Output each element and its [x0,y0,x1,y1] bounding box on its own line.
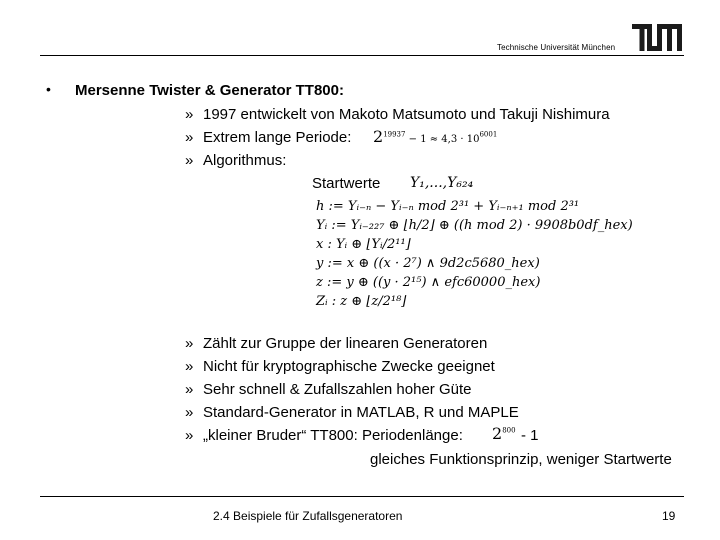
list-item-text: Sehr schnell & Zufallszahlen hoher Güte [203,381,472,398]
formula-middle: − 1 ≈ 4,3 · 10 [405,134,480,145]
list-marker: » [185,427,194,444]
period-formula [373,127,497,146]
list-marker: » [185,106,194,123]
tt800-note: gleiches Funktionsprinzip, weniger Startwerte [370,451,672,468]
list-item-text: Algorithmus: [203,152,287,169]
bullet-marker: • [46,81,51,97]
list-marker: » [185,152,194,169]
formula-line-yi: Yᵢ := Yᵢ₋₂₂₇ ⊕ ⌊h/2⌋ ⊕ ((h mod 2) · 9908b0df_hex) [316,218,633,233]
slide-title: Mersenne Twister & Generator TT800: [75,82,344,99]
footer-section: 2.4 Beispiele für Zufallsgeneratoren [213,509,403,523]
header-divider [40,55,684,56]
list-item-text: „kleiner Bruder“ TT800: Periodenlänge: [203,427,463,444]
formula-base: 2 [492,424,503,443]
algorithm-formulas [316,197,633,311]
start-values-formula: Y₁,...,Y₆₂₄ [410,175,474,191]
formula-exponent2: 6001 [479,130,498,139]
list-marker: » [185,381,194,398]
list-marker: » [185,358,194,375]
list-marker: » [185,404,194,421]
formula-line-h: h := Yᵢ₋ₙ − Yᵢ₋ₙ mod 2³¹ + Yᵢ₋ₙ₊₁ mod 2³¹ [316,199,580,214]
formula-exponent: 19937 [383,130,406,139]
list-item-text: 1997 entwickelt von Makoto Matsumoto und Takuji Nishimura [203,106,610,123]
formula-line-z: z := y ⊕ ((y · 2¹⁵) ∧ efc60000_hex) [316,275,541,290]
start-values-label: Startwerte [312,175,381,192]
page-number: 19 [662,509,676,523]
list-item-text: Extrem lange Periode: [203,129,352,146]
list-item-text: Standard-Generator in MATLAB, R und MAPLE [203,404,519,421]
footer-divider [40,496,684,497]
formula-exponent: 800 [502,426,516,435]
tt800-formula [492,424,516,443]
tum-logo [632,24,682,51]
tt800-suffix: - 1 [521,427,539,444]
formula-line-x: x : Yᵢ ⊕ ⌊Yᵢ/2¹¹⌋ [316,237,411,252]
formula-line-zi: Zᵢ : z ⊕ ⌊z/2¹⁸⌋ [316,294,407,309]
list-item-text: Zählt zur Gruppe der linearen Generatoren [203,335,488,352]
formula-line-y: y := x ⊕ ((x · 2⁷) ∧ 9d2c5680_hex) [316,256,540,271]
formula-base: 2 [373,127,384,146]
university-name: Technische Universität München [497,43,616,52]
list-marker: » [185,335,194,352]
list-marker: » [185,129,194,146]
list-item-text: Nicht für kryptographische Zwecke geeignet [203,358,495,375]
